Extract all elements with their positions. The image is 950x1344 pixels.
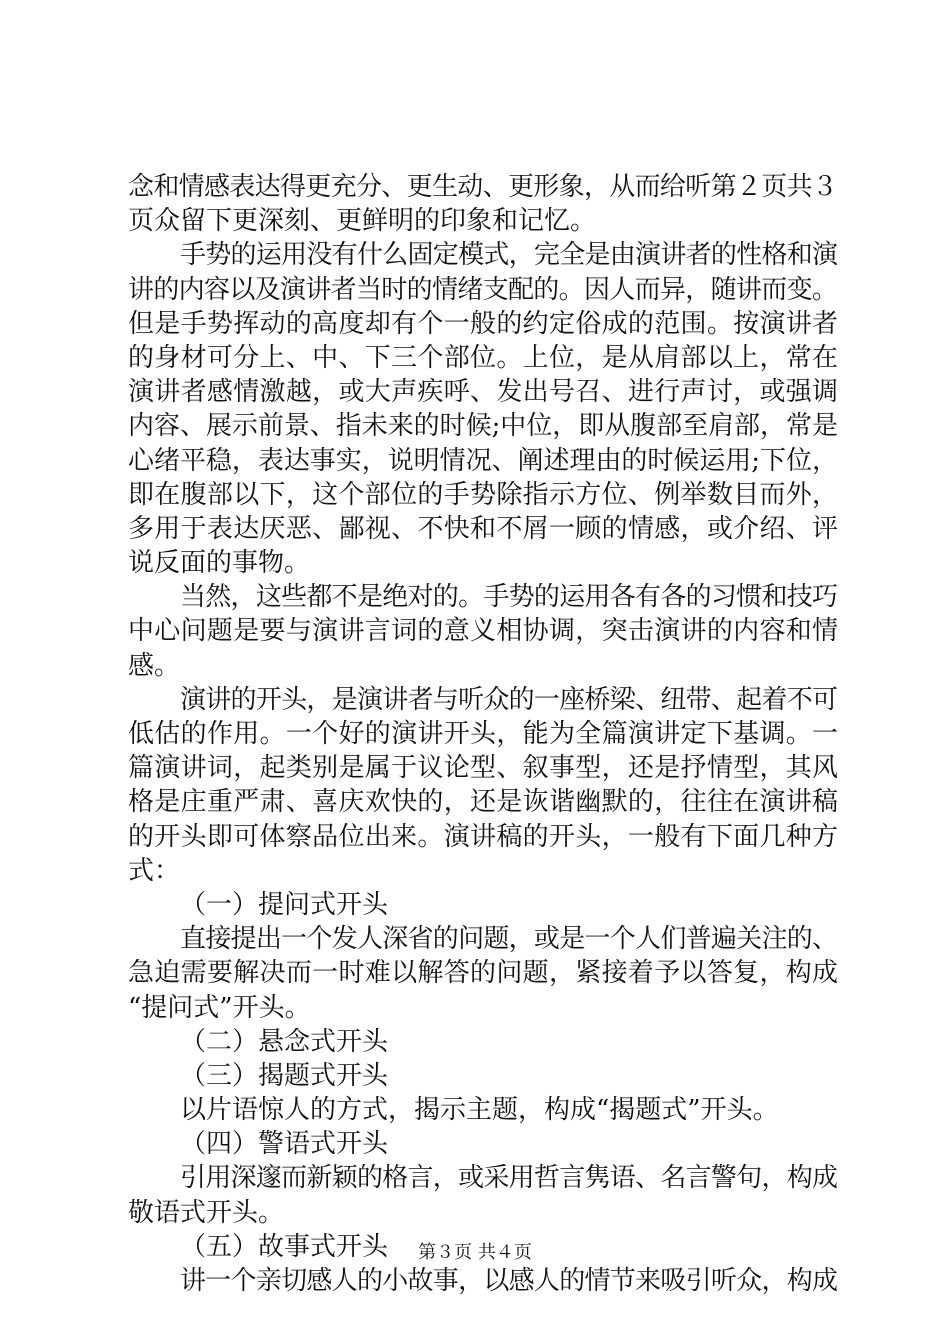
- text-line: （二）悬念式开头: [180, 1026, 389, 1057]
- text-line: （四）警语式开头: [180, 1129, 389, 1160]
- text-line: （三）揭题式开头: [180, 1060, 389, 1091]
- text-line: 心绪平稳，表达事实，说明情况、阐述理由的时候运用;下位，: [128, 445, 838, 476]
- text-line: 内容、展示前景、指未来的时候;中位，即从腹部至肩部，常是: [128, 411, 838, 442]
- text-line: 中心问题是要与演讲言词的意义相协调，突击演讲的内容和情: [128, 616, 839, 647]
- text-line: （一）提问式开头: [180, 889, 389, 920]
- text-line: 多用于表达厌恶、鄙视、不快和不屑一顾的情感，或介绍、评: [128, 513, 839, 544]
- text-line: 当然，这些都不是绝对的。手势的运用各有各的习惯和技巧: [180, 582, 838, 613]
- text-line: 演讲者感情激越，或大声疾呼、发出号召、进行声讨，或强调: [128, 377, 839, 408]
- text-line: 页众留下更深刻、更鲜明的印象和记忆。: [128, 206, 597, 237]
- text-line: 演讲的开头，是演讲者与听众的一座桥梁、纽带、起着不可: [180, 684, 838, 715]
- text-line: 讲的内容以及演讲者当时的情绪支配的。因人而异，随讲而变。: [128, 274, 838, 305]
- page-footer: 第３页 共４页: [418, 1242, 532, 1263]
- text-line: 手势的运用没有什么固定模式，完全是由演讲者的性格和演: [180, 240, 838, 271]
- text-line: 式：: [128, 855, 181, 886]
- text-line: 念和情感表达得更充分、更生动、更形象，从而给听第２页共３: [128, 172, 838, 202]
- text-line: “提问式”开头。: [128, 992, 311, 1023]
- text-line: 篇演讲词，起类别是属于议论型、叙事型，还是抒情型，其风: [128, 753, 839, 784]
- text-line: 说反面的事物。: [128, 548, 311, 579]
- text-line: 讲一个亲切感人的小故事，以感人的情节来吸引听众，构成: [180, 1266, 838, 1296]
- text-line: 即在腹部以下，这个部位的手势除指示方位、例举数目而外，: [128, 479, 839, 510]
- text-line: 以片语惊人的方式，揭示主题，构成“揭题式”开头。: [180, 1095, 779, 1126]
- text-line: 敬语式开头。: [128, 1197, 285, 1228]
- text-line: 的身材可分上、中、下三个部位。上位，是从肩部以上，常在: [128, 342, 839, 373]
- document-body: [128, 170, 838, 1298]
- text-line: 的开头即可体察品位出来。演讲稿的开头，一般有下面几种方: [128, 821, 839, 852]
- text-line: 急迫需要解决而一时难以解答的问题，紧接着予以答复，构成: [128, 958, 839, 989]
- text-line: 感。: [128, 650, 181, 681]
- text-line: （五）故事式开头: [180, 1231, 389, 1262]
- text-line: 低估的作用。一个好的演讲开头，能为全篇演讲定下基调。一: [128, 719, 839, 749]
- text-line: 但是手势挥动的高度却有个一般的约定俗成的范围。按演讲者: [128, 308, 839, 339]
- text-line: 格是庄重严肃、喜庆欢快的，还是诙谐幽默的，往往在演讲稿: [128, 787, 839, 818]
- text-line: 直接提出一个发人深省的问题，或是一个人们普遍关注的、: [180, 924, 838, 955]
- text-line: 引用深邃而新颖的格言，或采用哲言隽语、名言警句，构成: [180, 1163, 838, 1194]
